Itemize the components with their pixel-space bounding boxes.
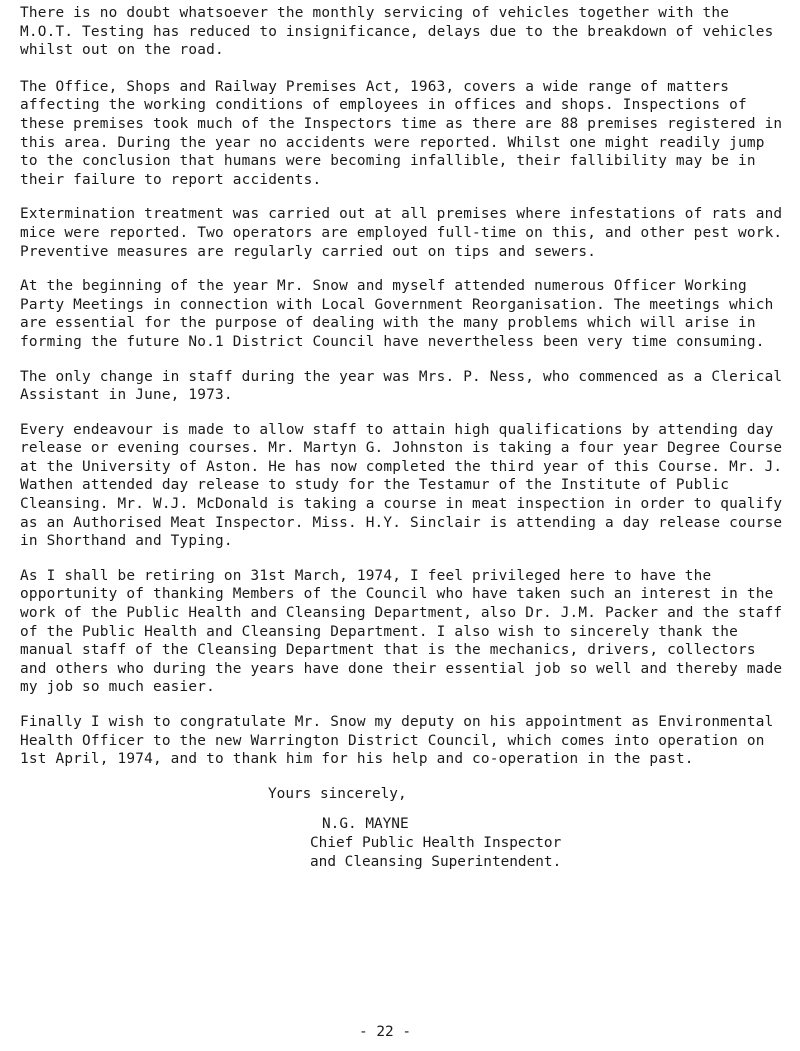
closing-block	[20, 785, 790, 871]
signatory-title-continued: and Cleansing Superintendent.	[310, 853, 562, 870]
paragraph-qualifications: Every endeavour is made to allow staff to attain high qualifications by attending day release or evening courses. Mr. Martyn G. Johnston is taking a four year Degree Course at the University of Aston. He has now completed the third year of this Course. Mr. J. Wathen attended day release to study for the Testamur of the Institute of Public Cleansing. Mr. W.J. McDonald is taking a course in meat inspection in order to qualify as an Authorised Meat Inspector. Miss. H.Y. Sinclair is attending a day release course in Shorthand and Typing.	[20, 421, 783, 550]
document-page	[20, 4, 790, 871]
signatory-name: N.G. MAYNE	[322, 816, 409, 833]
paragraph-staff-change: The only change in staff during the year was Mrs. P. Ness, who commenced as a Clerical Assistant in June, 1973.	[20, 368, 783, 404]
page-number: - 22 -	[359, 1024, 411, 1040]
paragraph-retirement-thanks: As I shall be retiring on 31st March, 1974, I feel privileged here to have the opportunity of thanking Members of the Council who have taken such an interest in the work of the Public Health and Cleansing Department, also Dr. J.M. Packer and the staff of the Public Health and Cleansing Department. I also wish to sincerely thank the manual staff of the Cleansing Department that is the mechanics, drivers, collectors and others who during the years have done their essential job so well and thereby made my job so much easier.	[20, 567, 783, 696]
signatory-title: Chief Public Health Inspector	[310, 834, 562, 851]
paragraph-vehicle-servicing: There is no doubt whatsoever the monthly servicing of vehicles together with the M.O.T. Testing has reduced to insignificance, delays due to the breakdown of vehicles whilst out on the road.	[20, 5, 774, 59]
paragraph-offices-shops-act: The Office, Shops and Railway Premises Act, 1963, covers a wide range of matters affecting the working conditions of employees in offices and shops. Inspections of these premises took much of the Inspectors time as there are 88 premises registered in this area. During the year no accidents were reported. Whilst one might readily jump to the conclusion that humans were becoming infallible, their fallibility may be in their failure to report accidents.	[20, 78, 783, 188]
paragraph-reorganisation: At the beginning of the year Mr. Snow and myself attended numerous Officer Working Party Meetings in connection with Local Government Reorganisation. The meetings which are essential for the purpose of dealing with the many problems which will arise in forming the future No.1 District Council have nevertheless been very time consuming.	[20, 278, 774, 350]
paragraph-congratulations: Finally I wish to congratulate Mr. Snow my deputy on his appointment as Environmental Health Officer to the new Warrington District Council, which comes into operation on 1st April, 1974, and to thank him for his help and co-operation in the past.	[20, 714, 774, 768]
paragraph-extermination: Extermination treatment was carried out at all premises where infestations of rats and mice were reported. Two operators are employed full-time on this, and other pest work. Preventive measures are regularly carried out on tips and sewers.	[20, 206, 783, 260]
sign-off: Yours sincerely,	[268, 785, 407, 802]
